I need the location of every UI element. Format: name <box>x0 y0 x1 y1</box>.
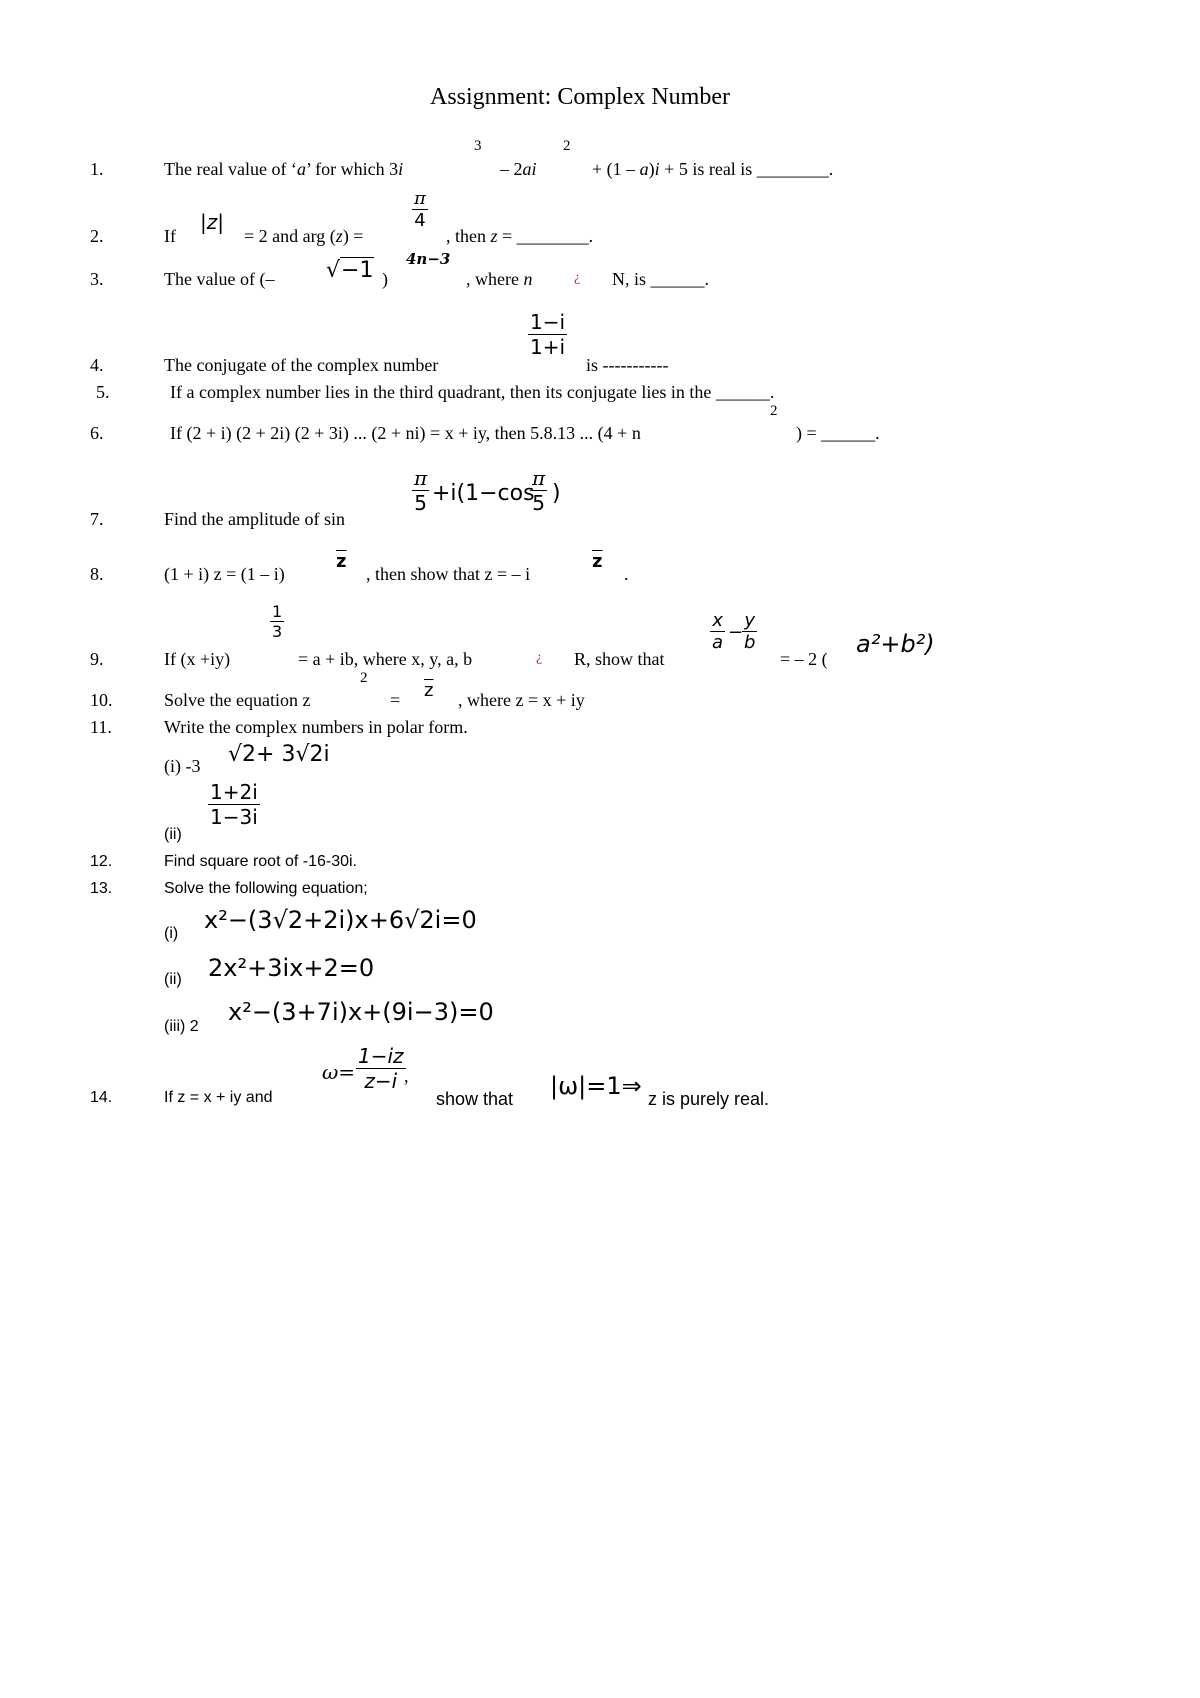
q11-i-label: (i) -3 <box>164 756 201 776</box>
q6-exp: 2 <box>770 403 778 419</box>
q9-y-over-b: $\frac{y}{b}$ <box>744 610 756 653</box>
q9-mid2: R, show that <box>574 649 665 669</box>
q2-if: If <box>164 226 176 246</box>
q3-exp: 4n−3 <box>406 250 451 268</box>
q7-pi-over-5: $\frac{\pi}{5}$ <box>414 466 428 515</box>
q10-text: Solve the equation z <box>164 690 311 710</box>
q14-show: show that <box>436 1089 514 1109</box>
q14-text: If z = x + iy and <box>164 1089 273 1106</box>
q11-i-expr: √2+ 3√2i <box>228 742 330 767</box>
q12-number: 12. <box>90 853 113 870</box>
q9-one-third: $\frac{1}{3}$ <box>272 602 283 641</box>
q12-text: Find square root of -16-30i. <box>164 853 357 870</box>
q14-comma: , <box>404 1066 409 1086</box>
q9-mid: = a + ib, where x, y, a, b <box>298 649 473 669</box>
q3-where: , where n <box>466 269 533 289</box>
q2-text: = 2 and arg (z) = <box>244 226 364 246</box>
q9-in-symbol: ¿ <box>536 650 543 665</box>
q10-zbar: $\overline{z}$ <box>424 680 434 701</box>
q9-text: If (x +iy) <box>164 649 231 669</box>
q13-iii-label: (iii) 2 <box>164 1018 199 1035</box>
q9-x-over-a: $\frac{x}{a}$ <box>712 610 724 653</box>
q3-in-symbol: ¿ <box>574 270 581 285</box>
q5-number: 5. <box>96 382 110 402</box>
q10-eq: = <box>390 690 401 710</box>
page-title: Assignment: Complex Number <box>430 84 730 110</box>
q14-fraction: $\frac{1-iz}{z-i}$ <box>358 1044 404 1093</box>
q4-number: 4. <box>90 355 104 375</box>
q8-number: 8. <box>90 564 104 584</box>
q6-text: If (2 + i) (2 + 2i) (2 + 3i) ... (2 + ni) = x + iy, then 5.8.13 ... (4 + n <box>170 423 641 443</box>
q1-text: The real value of ‘a’ for which 3i <box>164 159 404 179</box>
q3-text: The value of (– <box>164 269 275 289</box>
q13-text: Solve the following equation; <box>164 880 368 897</box>
q8-end: . <box>624 564 629 584</box>
q1-exp2: 2 <box>563 138 571 154</box>
q2-pi-over-4: $\frac{\pi}{4}$ <box>414 188 426 231</box>
q3-end: N, is ______. <box>612 269 710 289</box>
q13-number: 13. <box>90 880 113 897</box>
q14-abs-omega: |ω|=1⇒ <box>550 1072 642 1100</box>
q7-pi-over-5-b: $\frac{\pi}{5}$ <box>532 466 546 515</box>
q1-rest: + (1 – a)i + 5 is real is ________. <box>592 159 834 179</box>
q11-ii-fraction: $\frac{1+2i}{1-3i}$ <box>210 780 258 829</box>
q14-end: z is purely real. <box>648 1089 770 1109</box>
q3-close: ) <box>382 269 388 289</box>
q9-number: 9. <box>90 649 104 669</box>
q10-number: 10. <box>90 690 113 710</box>
q8-zbar-2: $\overline{z}$ <box>592 551 603 572</box>
q13-ii-label: (ii) <box>164 971 182 988</box>
q1-exp3: 3 <box>474 138 482 154</box>
q1-number: 1. <box>90 159 104 179</box>
q11-ii-label: (ii) <box>164 826 182 843</box>
q4-fraction: $\frac{1-i}{1+i}$ <box>530 310 566 359</box>
q2-abs-z: |z| <box>200 210 224 234</box>
q4-end: is ----------- <box>586 355 669 375</box>
q3-number: 3. <box>90 269 104 289</box>
q13-ii-expr: 2x²+3ix+2=0 <box>208 954 375 982</box>
q6-end: ) = ______. <box>796 423 880 443</box>
q1-term2: – 2ai <box>500 159 537 179</box>
q10-exp: 2 <box>360 670 368 686</box>
q14-number: 14. <box>90 1089 113 1106</box>
q9-mid3: = – 2 ( <box>780 649 828 669</box>
q8-mid: , then show that z = – i <box>366 564 531 584</box>
q11-text: Write the complex numbers in polar form. <box>164 717 468 737</box>
q2-then: , then z = ________. <box>446 226 594 246</box>
q7-mid: +i(1−cos <box>432 481 535 506</box>
q13-iii-expr: x²−(3+7i)x+(9i−3)=0 <box>228 998 494 1026</box>
q5-text: If a complex number lies in the third quadrant, then its conjugate lies in the ______. <box>170 382 775 402</box>
q4-text: The conjugate of the complex number <box>164 355 439 375</box>
q14-omega: ω= <box>322 1060 356 1084</box>
q13-i-label: (i) <box>164 925 179 942</box>
q13-i-expr: x²−(3√2+2i)x+6√2i=0 <box>204 906 477 934</box>
q2-number: 2. <box>90 226 104 246</box>
q10-end: , where z = x + iy <box>458 690 585 710</box>
q11-number: 11. <box>90 717 112 737</box>
q7-number: 7. <box>90 509 104 529</box>
q9-minus: − <box>728 622 744 643</box>
q9-a2-b2: a²+b²) <box>856 630 935 658</box>
q8-zbar: $\overline{z}$ <box>336 551 347 572</box>
q8-text: (1 + i) z = (1 – i) <box>164 564 285 584</box>
q3-sqrt: √−1 <box>326 258 374 283</box>
q7-close: ) <box>552 481 561 506</box>
q6-number: 6. <box>90 423 104 443</box>
q7-text: Find the amplitude of sin <box>164 509 345 529</box>
